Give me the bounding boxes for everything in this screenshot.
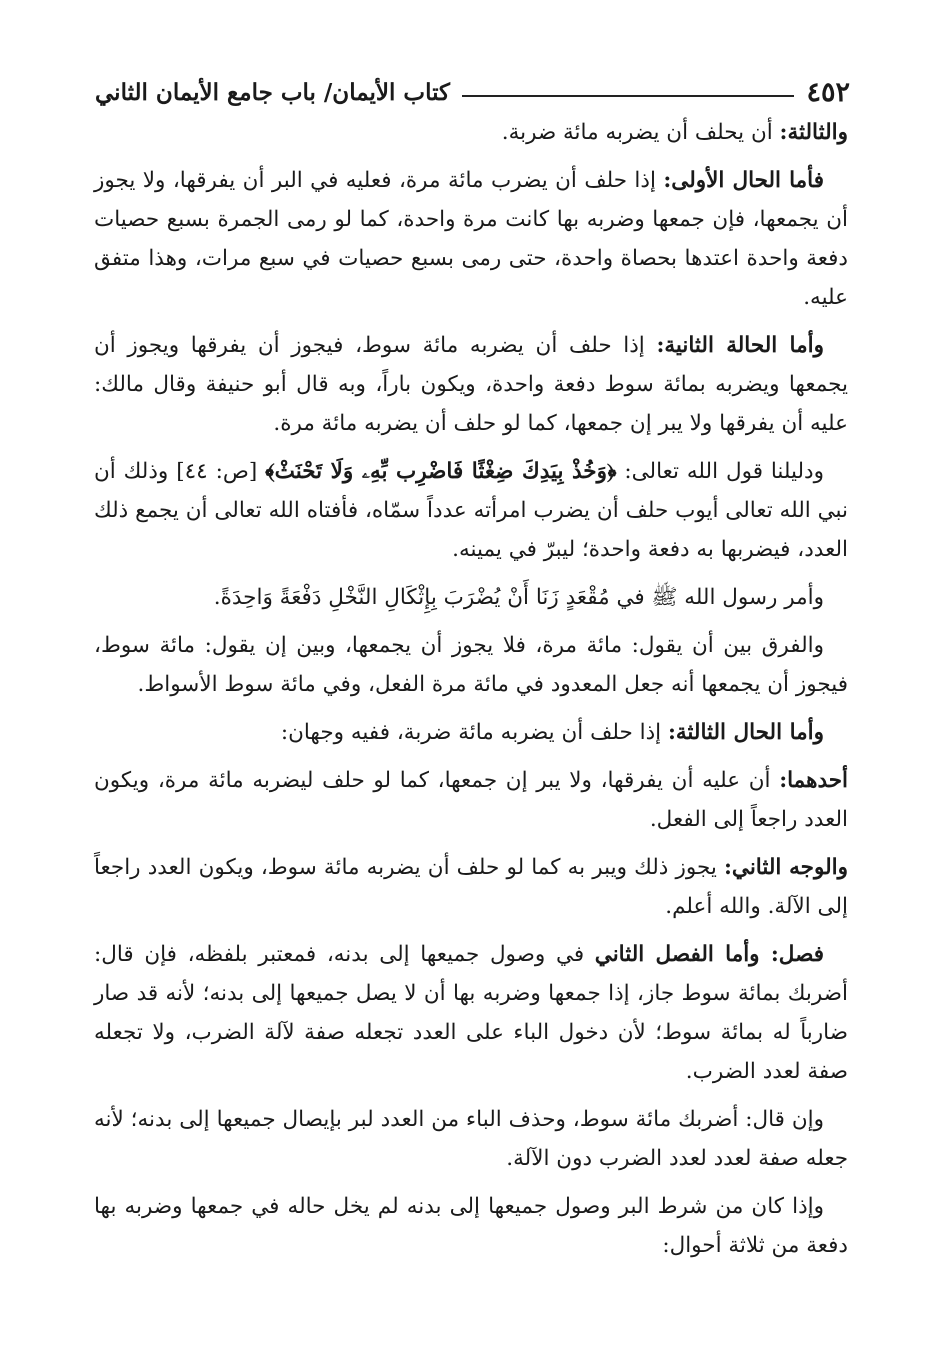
verse-reference: [ص: ٤٤]: [176, 459, 266, 484]
paragraph-text: في وصول جميعها إلى بدنه، فمعتبر بلفظه، فإن قال: أضربك بمائة سوط جاز، إذا جمعها وضربه بها أن لا يصل جميعها إلى بدنه؛ لأنه قد صار ضارباً له بمائة سوط؛ لأن دخول الباء على العدد تجعله صفة لآلة الضرب، ولا تجعله صفة لعدد الضرب.: [94, 942, 848, 1084]
header-rule: [462, 95, 795, 97]
paragraph: [94, 626, 848, 704]
paragraph: [94, 452, 848, 569]
paragraph: [94, 326, 848, 443]
paragraph-lead: وأما الحال الثالثة:: [667, 720, 824, 745]
paragraph-text: إذا حلف أن يضربه مائة سوط، فيجوز أن يفرقها ويجوز أن يجمعها ويضربه بمائة سوط دفعة واحدة، ويكون باراً، وبه قال أبو حنيفة وقال مالك: عليه أن يفرقها ولا يبر إن جمعها، كما لو حلف أن يضربه مائة مرة.: [94, 333, 848, 436]
paragraph-lead: فأما الحال الأولى:: [663, 168, 825, 193]
paragraph-lead: فصل: وأما الفصل الثاني: [594, 942, 824, 967]
paragraph: [94, 1187, 848, 1265]
paragraph: [94, 161, 848, 317]
paragraph-text: أن يحلف أن يضربه مائة ضربة.: [501, 120, 780, 145]
paragraph: [94, 113, 848, 152]
paragraph-text: إذا حلف أن يضربه مائة ضربة، ففيه وجهان:: [280, 720, 668, 745]
paragraph: [94, 1100, 848, 1178]
paragraph-text: وإذا كان من شرط البر وصول جميعها إلى بدنه لم يخل حاله في جمعها وضربه بها دفعة من ثلاثة أحوال:: [94, 1194, 848, 1258]
paragraph-text: يجوز ذلك ويبر به كما لو حلف أن يضربه مائة سوط، ويكون العدد راجعاً إلى الآلة. والله أعلم.: [94, 855, 848, 919]
paragraph-text: ودليلنا قول الله تعالى:: [616, 459, 825, 484]
running-head: كتاب الأيمان/ باب جامع الأيمان الثاني: [95, 78, 450, 106]
paragraph-text: وأمر رسول الله ﷺ في مُقْعَدٍ زَنَا أَنْ يُضْرَبَ بِإِثْكَالِ النَّخْلِ دَفْعَةً وَاحِدَةً.: [213, 585, 824, 610]
paragraph-lead: والثالثة:: [779, 120, 848, 145]
paragraph-text: وإن قال: أضربك مائة سوط، وحذف الباء من العدد لبر بإيصال جميعها إلى بدنه؛ لأنه جعله صفة لعدد لعدد الضرب دون الآلة.: [94, 1107, 848, 1171]
paragraph-text: وذلك أن نبي الله تعالى أيوب حلف أن يضرب امرأته عدداً سمّاه، فأفتاه الله تعالى أن يجمع ذلك العدد، فيضربها به دفعة واحدة؛ ليبرّ في يمينه.: [94, 459, 848, 562]
paragraph: [94, 848, 848, 926]
paragraph-lead: والوجه الثاني:: [723, 855, 848, 880]
quran-verse: ﴿وَخُذْ بِيَدِكَ ضِغْثًا فَاضْرِب بِّهِۦ وَلَا تَحْنَثْ﴾: [265, 459, 617, 484]
page-header: [95, 74, 850, 110]
body-text: [94, 113, 848, 1274]
paragraph: [94, 935, 848, 1091]
paragraph: [94, 578, 848, 617]
paragraph-text: والفرق بين أن يقول: مائة مرة، فلا يجوز أن يجمعها، وبين إن يقول: مائة سوط، فيجوز أن يجمعها أنه جعل المعدود في مائة مرة الفعل، وفي مائة سوط الأسواط.: [94, 633, 848, 697]
paragraph: [94, 713, 848, 752]
paragraph: [94, 761, 848, 839]
paragraph-text: إذا حلف أن يضرب مائة مرة، فعليه في البر أن يفرقها، ولا يجوز أن يجمعها، فإن جمعها وضربه بها كانت مرة واحدة، كما لو رمى الجمرة بسبع حصيات دفعة واحدة اعتدها بحصاة واحدة، حتى رمى بسبع حصيات في سبع مرات، وهذا متفق عليه.: [94, 168, 848, 310]
page-number: ٤٥٢: [806, 76, 850, 108]
paragraph-lead: وأما الحالة الثانية:: [656, 333, 824, 358]
paragraph-text: أن عليه أن يفرقها، ولا يبر إن جمعها، كما لو حلف ليضربه مائة مرة، ويكون العدد راجعاً إلى الفعل.: [94, 768, 848, 832]
paragraph-lead: أحدهما:: [779, 768, 848, 793]
